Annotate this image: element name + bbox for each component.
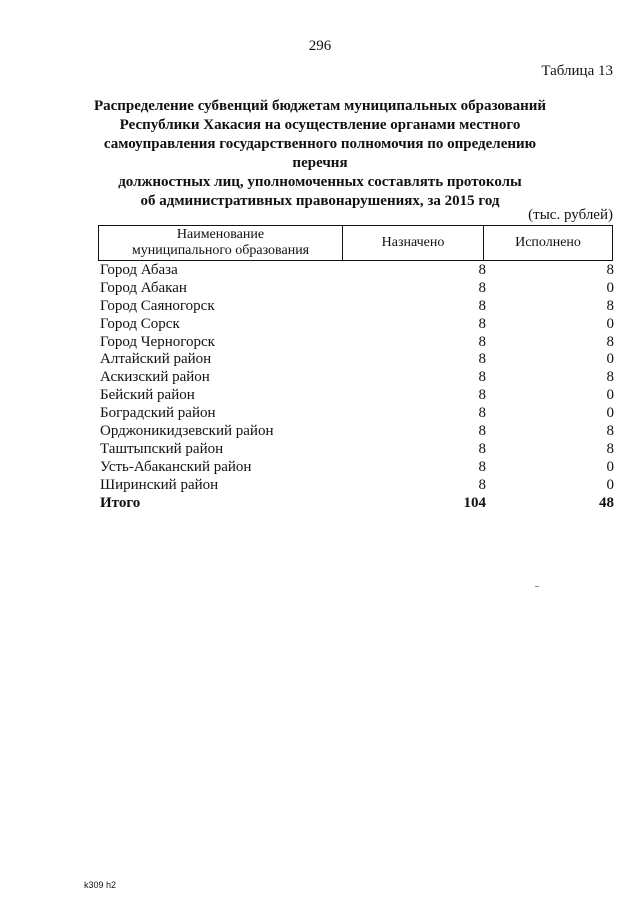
row-name: Город Абакан	[100, 279, 187, 296]
title-line: самоуправления государственного полномочия по определению перечня	[103, 136, 537, 171]
row-executed: 8	[606, 297, 614, 314]
header-executed: Исполнено	[484, 226, 613, 261]
footer-code: k309 h2	[84, 880, 117, 890]
table-row	[100, 351, 614, 369]
title-line: Республики Хакасия на осуществление органами местного	[119, 117, 521, 133]
header-assigned: Назначено	[343, 226, 484, 261]
table-row	[100, 405, 614, 423]
row-name: Аскизский район	[100, 369, 210, 386]
row-assigned: 8	[478, 262, 486, 278]
total-row	[100, 495, 614, 513]
row-name: Усть-Абаканский район	[100, 458, 252, 475]
row-assigned: 8	[478, 351, 486, 368]
row-assigned: 8	[478, 297, 486, 314]
row-name: Город Сорск	[100, 315, 180, 332]
row-executed: 8	[606, 369, 614, 386]
table-body	[100, 262, 614, 512]
row-executed: 8	[606, 333, 614, 350]
table-row	[100, 459, 614, 477]
page-number: 296	[308, 38, 332, 54]
row-assigned: 8	[478, 387, 486, 404]
row-name: Ширинский район	[100, 476, 219, 493]
table-row	[100, 387, 614, 405]
row-name: Боградский район	[100, 405, 216, 422]
table-row	[100, 298, 614, 316]
table-header	[98, 225, 613, 261]
row-executed: 8	[606, 423, 614, 440]
total-executed: 48	[599, 494, 614, 511]
row-executed: 0	[606, 476, 614, 493]
row-name: Алтайский район	[100, 351, 212, 368]
row-executed: 8	[606, 440, 614, 457]
title-line: должностных лиц, уполномоченных составлять протоколы	[118, 174, 522, 190]
table-label: Таблица 13	[541, 63, 613, 79]
total-name: Итого	[100, 494, 141, 511]
row-executed: 0	[606, 405, 614, 422]
row-executed: 8	[606, 262, 614, 278]
row-name: Таштыпский район	[100, 440, 224, 457]
title-line: об административных правонарушениях, за 2015 год	[140, 193, 500, 209]
scan-speck	[535, 586, 539, 587]
header-name	[99, 226, 343, 261]
row-executed: 0	[606, 458, 614, 475]
row-assigned: 8	[478, 476, 486, 493]
row-executed: 0	[606, 279, 614, 296]
document-title	[80, 97, 560, 211]
table-row	[100, 316, 614, 334]
table-row	[100, 262, 614, 280]
row-assigned: 8	[478, 440, 486, 457]
total-assigned: 104	[463, 494, 486, 511]
row-name: Город Саяногорск	[100, 297, 215, 314]
title-line: Распределение субвенций бюджетам муниципальных образований	[93, 98, 547, 114]
table-row	[100, 334, 614, 352]
row-assigned: 8	[478, 279, 486, 296]
row-assigned: 8	[478, 369, 486, 386]
row-assigned: 8	[478, 458, 486, 475]
row-name: Орджоникидзевский район	[100, 423, 274, 440]
table-row	[100, 477, 614, 495]
row-assigned: 8	[478, 405, 486, 422]
row-assigned: 8	[478, 423, 486, 440]
row-name: Бейский район	[100, 387, 195, 404]
row-assigned: 8	[478, 315, 486, 332]
table-row	[100, 423, 614, 441]
table-row	[100, 441, 614, 459]
row-name: Город Абаза	[100, 262, 178, 278]
row-executed: 0	[606, 315, 614, 332]
table-row	[100, 280, 614, 298]
header-name-line1: Наименование	[176, 227, 265, 242]
row-executed: 0	[606, 351, 614, 368]
row-executed: 0	[606, 387, 614, 404]
row-name: Город Черногорск	[100, 333, 215, 350]
header-name-line2: муниципального образования	[131, 243, 310, 258]
table-row	[100, 369, 614, 387]
row-assigned: 8	[478, 333, 486, 350]
units-label: (тыс. рублей)	[528, 207, 613, 223]
